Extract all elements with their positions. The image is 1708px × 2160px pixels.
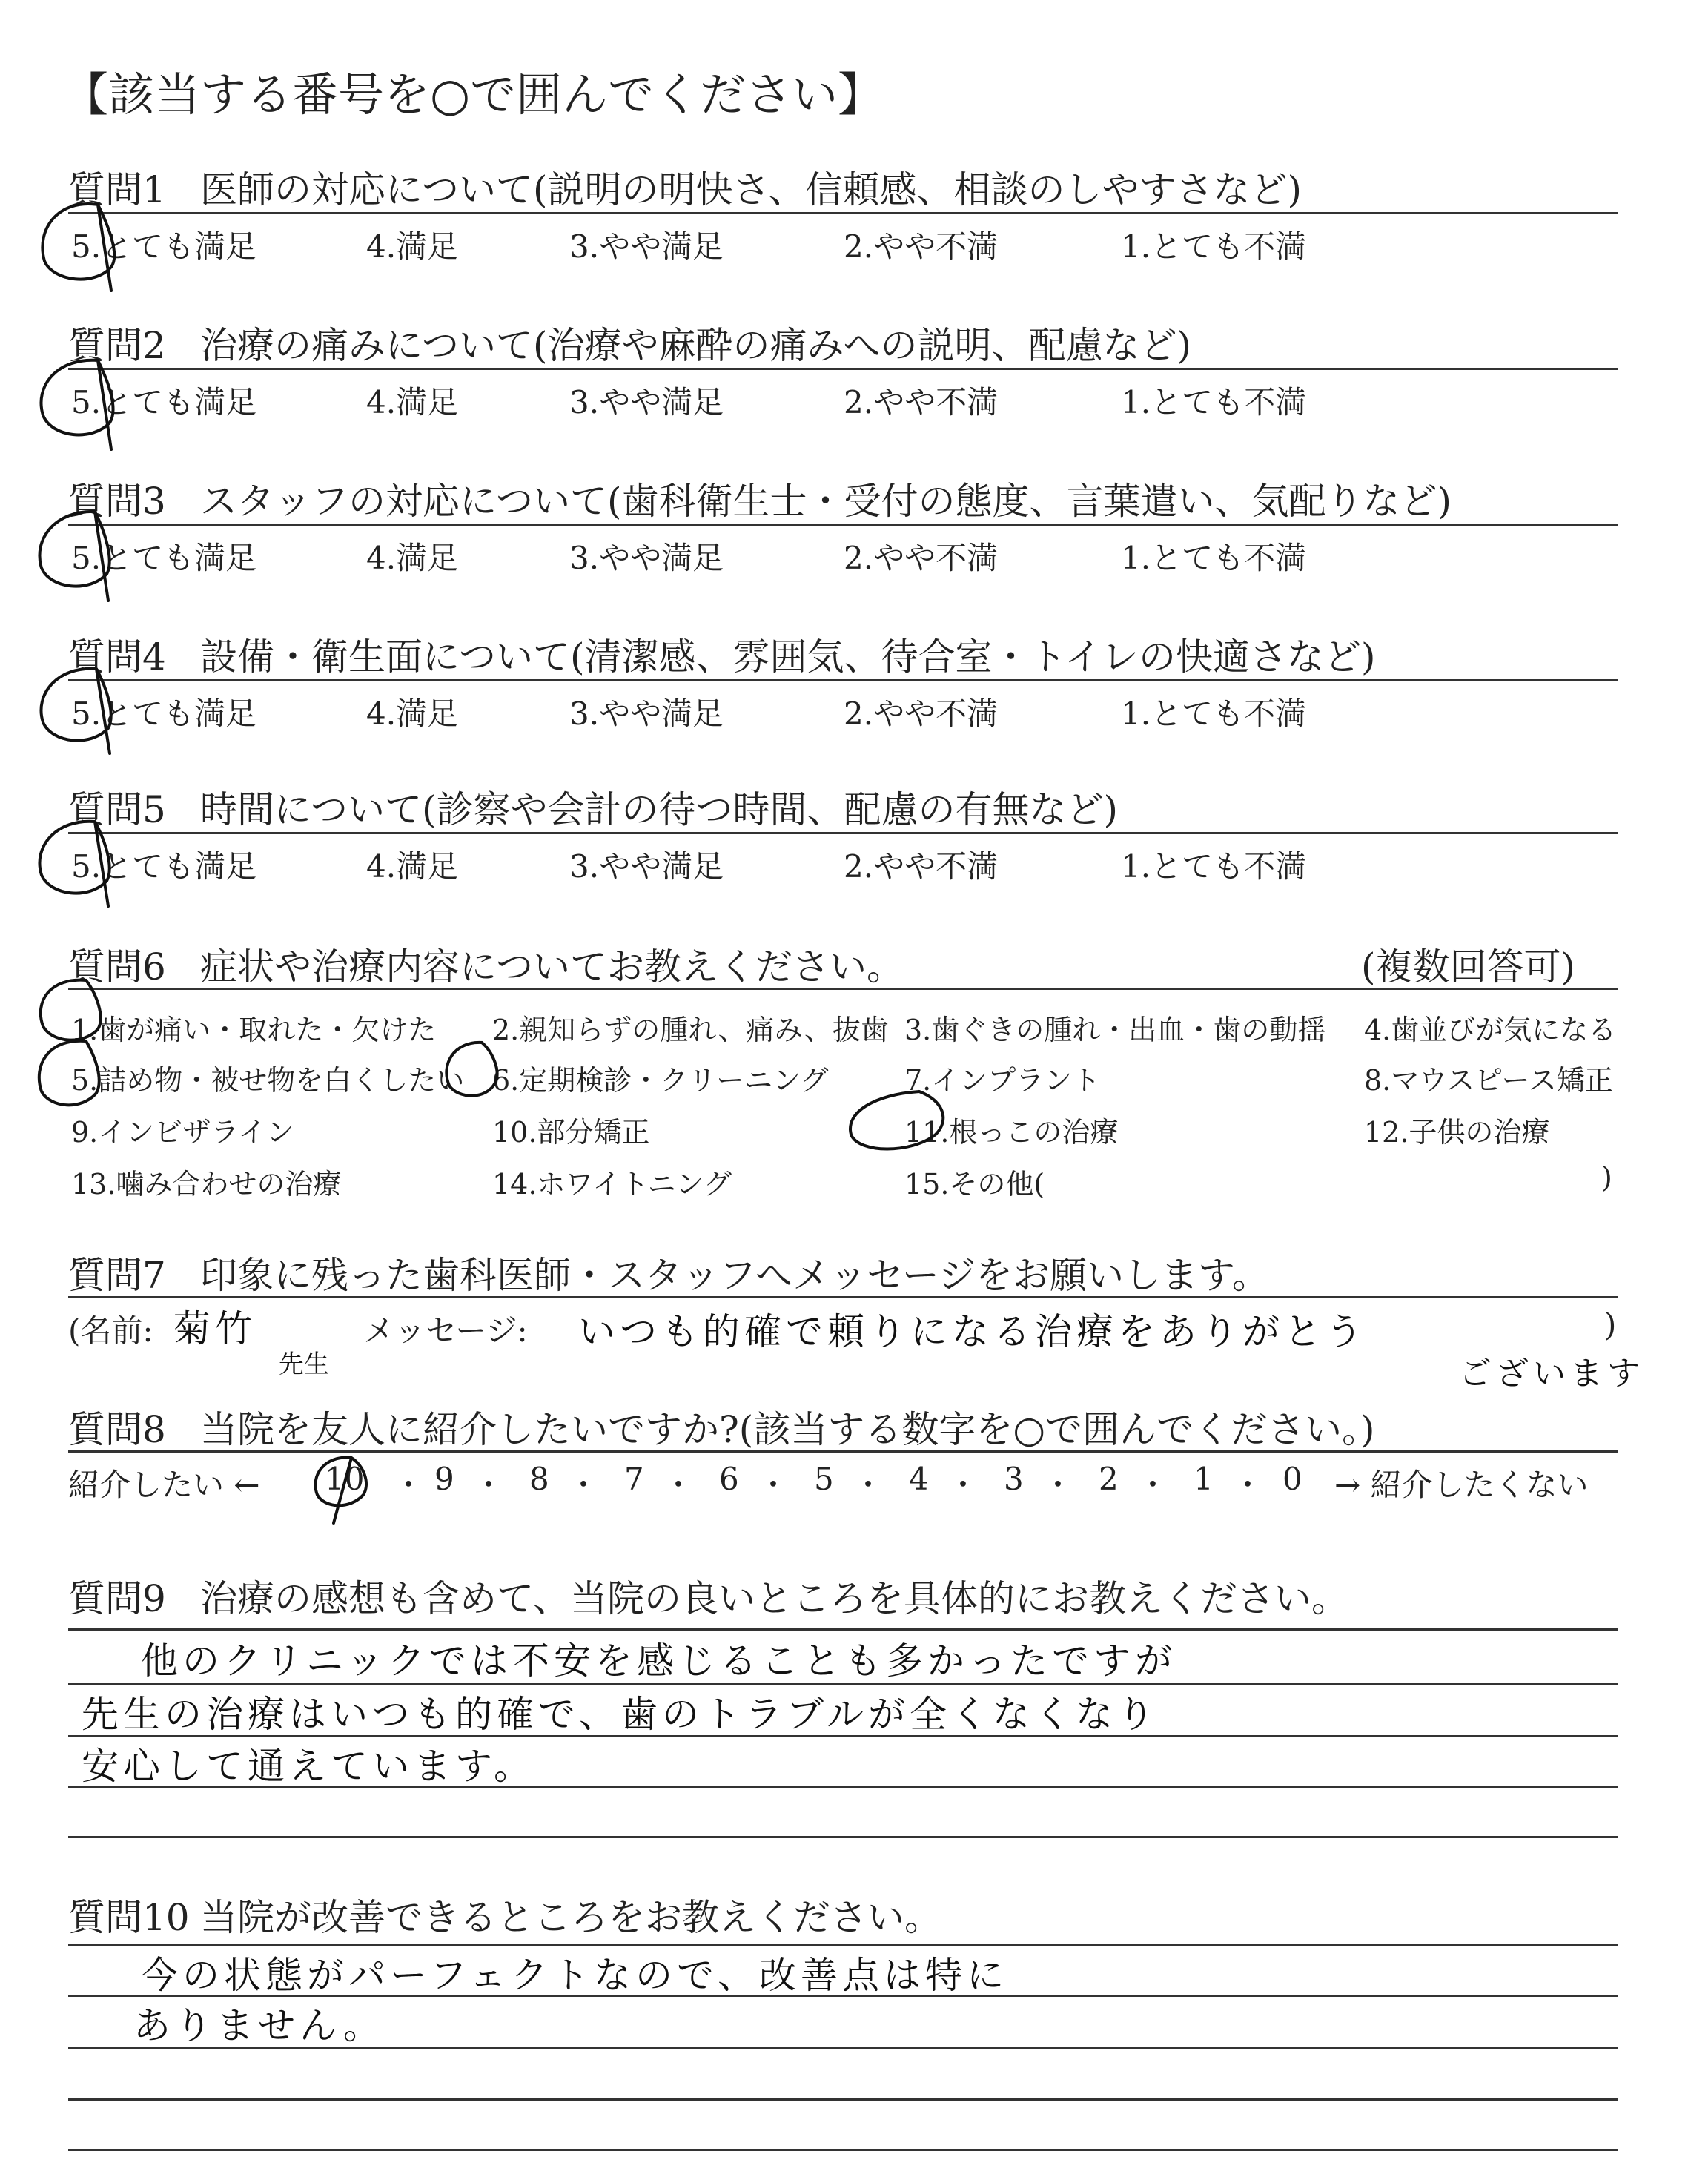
question-text: 当院が改善できるところをお教えください。 (200, 1896, 941, 1939)
option-2[interactable]: 2.やや不満 (844, 696, 999, 732)
option-5[interactable]: 5.とても満足 (71, 848, 257, 885)
answer-line-1[interactable]: 今の状態がパーフェクトなので、改善点は特に (141, 1954, 1008, 1997)
symptom-option-15[interactable]: 15.その他( (904, 1168, 1045, 1200)
answer-line-2[interactable]: ありません。 (133, 2004, 385, 2047)
option-3[interactable]: 3.やや満足 (569, 228, 724, 265)
question-label: 質問3 (68, 480, 166, 523)
question-label: 質問4 (68, 635, 166, 678)
symptom-option-4[interactable]: 4.歯並びが気になる (1364, 1014, 1617, 1046)
question-text: 時間について(診察や会計の待つ時間、配慮の有無など) (200, 788, 1119, 831)
answer-line-1[interactable]: 他のクリニックでは不安を感じることも多かったですが (141, 1639, 1176, 1682)
scale-4[interactable]: 4 (909, 1461, 929, 1497)
option-1[interactable]: 1.とても不満 (1121, 384, 1307, 420)
selection-circle-q6-6 (446, 1043, 497, 1096)
symptom-option-13[interactable]: 13.噛み合わせの治療 (71, 1168, 342, 1200)
option-5[interactable]: 5.とても満足 (71, 696, 257, 732)
other-close-paren: ) (1601, 1161, 1612, 1194)
symptom-option-7[interactable]: 7.インプラント (904, 1064, 1101, 1097)
option-3[interactable]: 3.やや満足 (569, 696, 724, 732)
scale-6[interactable]: 6 (719, 1461, 739, 1497)
question-label: 質問10 (68, 1896, 190, 1939)
symptom-option-5[interactable]: 5.詰め物・被せ物を白くしたい (71, 1064, 465, 1097)
name-label: (名前: (68, 1312, 153, 1349)
selection-circle-q6-5 (39, 1041, 99, 1106)
question-label: 質問1 (68, 168, 166, 211)
symptom-option-1[interactable]: 1.歯が痛い・取れた・欠けた (71, 1014, 437, 1046)
symptom-option-12[interactable]: 12.子供の治療 (1364, 1116, 1550, 1149)
symptom-option-11[interactable]: 11.根っこの治療 (904, 1116, 1119, 1149)
option-2[interactable]: 2.やや不満 (844, 384, 999, 420)
option-2[interactable]: 2.やや不満 (844, 540, 999, 576)
scale-3[interactable]: 3 (1004, 1461, 1024, 1497)
question-text: 医師の対応について(説明の明快さ、信頼感、相談のしやすさなど) (200, 168, 1302, 211)
option-5[interactable]: 5.とても満足 (71, 228, 257, 265)
option-3[interactable]: 3.やや満足 (569, 848, 724, 885)
name-value[interactable]: 菊竹 (173, 1307, 256, 1350)
scale-2[interactable]: 2 (1099, 1461, 1119, 1497)
question-text: 治療の感想も含めて、当院の良いところを具体的にお教えください。 (200, 1577, 1348, 1620)
page-title: 【該当する番号を○で囲んでください】 (62, 67, 884, 122)
not-recommend-label: → 紹介したくない (1334, 1467, 1589, 1503)
option-4[interactable]: 4.満足 (366, 696, 459, 732)
selection-circle-q6-11 (850, 1091, 943, 1149)
option-2[interactable]: 2.やや不満 (844, 848, 999, 885)
symptom-option-6[interactable]: 6.定期検診・クリーニング (492, 1064, 829, 1097)
option-1[interactable]: 1.とても不満 (1121, 696, 1307, 732)
message-label: メッセージ: (363, 1312, 528, 1349)
question-label: 質問6 (68, 945, 166, 988)
question-text: 当院を友人に紹介したいですか?(該当する数字を○で囲んでください。) (200, 1408, 1375, 1451)
recommend-label: 紹介したい ← (68, 1467, 260, 1503)
symptom-option-3[interactable]: 3.歯ぐきの腫れ・出血・歯の動揺 (904, 1014, 1326, 1046)
message-continuation: ございます (1459, 1355, 1644, 1393)
option-3[interactable]: 3.やや満足 (569, 384, 724, 420)
option-1[interactable]: 1.とても不満 (1121, 540, 1307, 576)
symptom-option-9[interactable]: 9.インビザライン (71, 1116, 295, 1149)
question-label: 質問8 (68, 1408, 166, 1451)
symptom-option-14[interactable]: 14.ホワイトニング (492, 1168, 732, 1200)
question-text: 印象に残った歯科医師・スタッフへメッセージをお願いします。 (200, 1254, 1269, 1297)
option-3[interactable]: 3.やや満足 (569, 540, 724, 576)
question-text: 症状や治療内容についてお教えください。 (200, 945, 904, 988)
question-text: 治療の痛みについて(治療や麻酔の痛みへの説明、配慮など) (200, 324, 1192, 367)
scale-1[interactable]: 1 (1194, 1461, 1214, 1497)
selection-circle-q5 (39, 822, 109, 906)
option-5[interactable]: 5.とても満足 (71, 384, 257, 420)
scale-9[interactable]: 9 (434, 1461, 454, 1497)
scale-0[interactable]: 0 (1282, 1461, 1302, 1497)
option-4[interactable]: 4.満足 (366, 228, 459, 265)
selection-circle-q4 (41, 669, 110, 753)
question-label: 質問7 (68, 1254, 166, 1297)
scale-8[interactable]: 8 (529, 1461, 549, 1497)
selection-circle-q3 (39, 512, 109, 601)
option-2[interactable]: 2.やや不満 (844, 228, 999, 265)
answer-line-2[interactable]: 先生の治療はいつも的確で、歯のトラブルが全くなくなり (82, 1693, 1159, 1736)
scale-10[interactable]: 10 (325, 1461, 365, 1497)
selection-circle-q8 (315, 1458, 366, 1523)
question-text: スタッフの対応について(歯科衛生士・受付の態度、言葉遣い、気配りなど) (200, 480, 1452, 523)
option-5[interactable]: 5.とても満足 (71, 540, 257, 576)
question-text: 設備・衛生面について(清潔感、雰囲気、待合室・トイレの快適さなど) (200, 635, 1376, 678)
selection-circle-q6-1 (41, 980, 101, 1040)
option-1[interactable]: 1.とても不満 (1121, 228, 1307, 265)
question-label: 質問2 (68, 324, 166, 367)
symptom-option-8[interactable]: 8.マウスピース矯正 (1364, 1064, 1613, 1097)
symptom-option-10[interactable]: 10.部分矯正 (492, 1116, 650, 1149)
option-4[interactable]: 4.満足 (366, 540, 459, 576)
scale-5[interactable]: 5 (814, 1461, 834, 1497)
name-suffix: 先生 (279, 1350, 329, 1379)
message-close-paren: ) (1604, 1307, 1617, 1343)
symptom-option-2[interactable]: 2.親知らずの腫れ、痛み、抜歯 (492, 1014, 889, 1046)
option-4[interactable]: 4.満足 (366, 848, 459, 885)
option-4[interactable]: 4.満足 (366, 384, 459, 420)
answer-line-3[interactable]: 安心して通えています。 (82, 1745, 535, 1788)
multiple-answer-note: (複数回答可) (1361, 945, 1576, 988)
scale-7[interactable]: 7 (624, 1461, 644, 1497)
question-label: 質問9 (68, 1577, 166, 1620)
option-1[interactable]: 1.とても不満 (1121, 848, 1307, 885)
question-label: 質問5 (68, 788, 166, 831)
selection-circle-q2 (41, 360, 113, 449)
selection-circle-q1 (42, 204, 114, 291)
message-value[interactable]: いつも的確で頼りになる治療をありがとう (578, 1310, 1367, 1353)
